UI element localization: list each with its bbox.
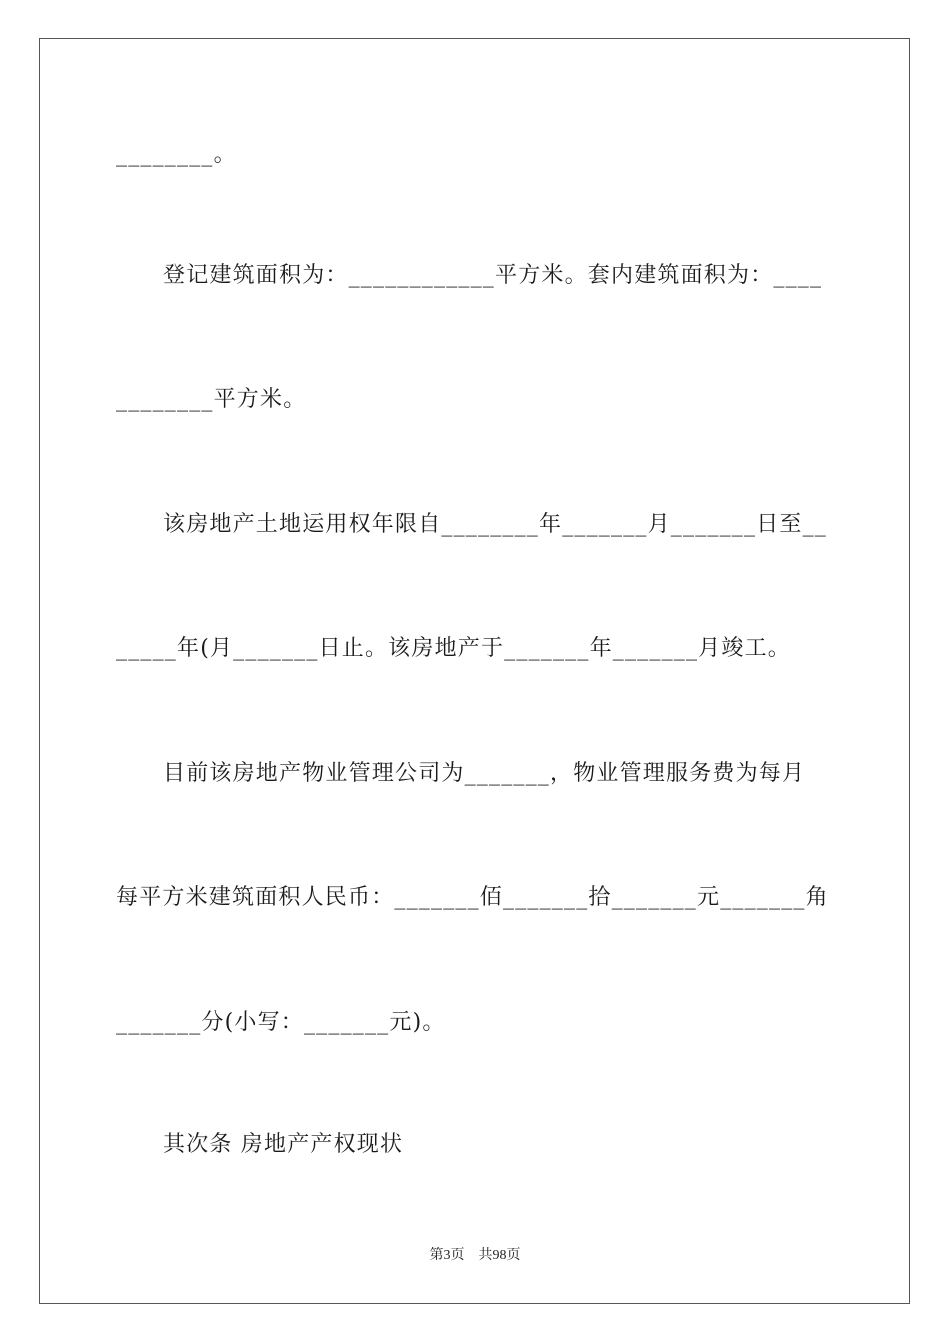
page-border	[39, 38, 910, 1304]
text-line-land-use-term: 该房地产土地运用权年限自________年_______月_______日至__	[163, 512, 828, 537]
section-heading: 其次条 房地产产权现状	[163, 1132, 404, 1157]
text-line-fee-lowercase: _______分(小写：_______元)。	[116, 1010, 446, 1035]
text-line-3: ________平方米。	[116, 387, 307, 412]
text-line-completion: _____年(月_______日止。该房地产于_______年_______月竣工。	[116, 636, 791, 661]
text-line-fee-amount: 每平方米建筑面积人民币：_______佰_______拾_______元_______角	[116, 885, 829, 910]
page-footer: 第3页 共98页	[429, 1248, 521, 1263]
text-line-1: ________。	[116, 142, 237, 167]
text-line-property-management: 目前该房地产物业管理公司为_______，物业管理服务费为每月	[163, 761, 806, 786]
text-line-registered-area: 登记建筑面积为：____________平方米。套内建筑面积为：____	[163, 263, 823, 288]
